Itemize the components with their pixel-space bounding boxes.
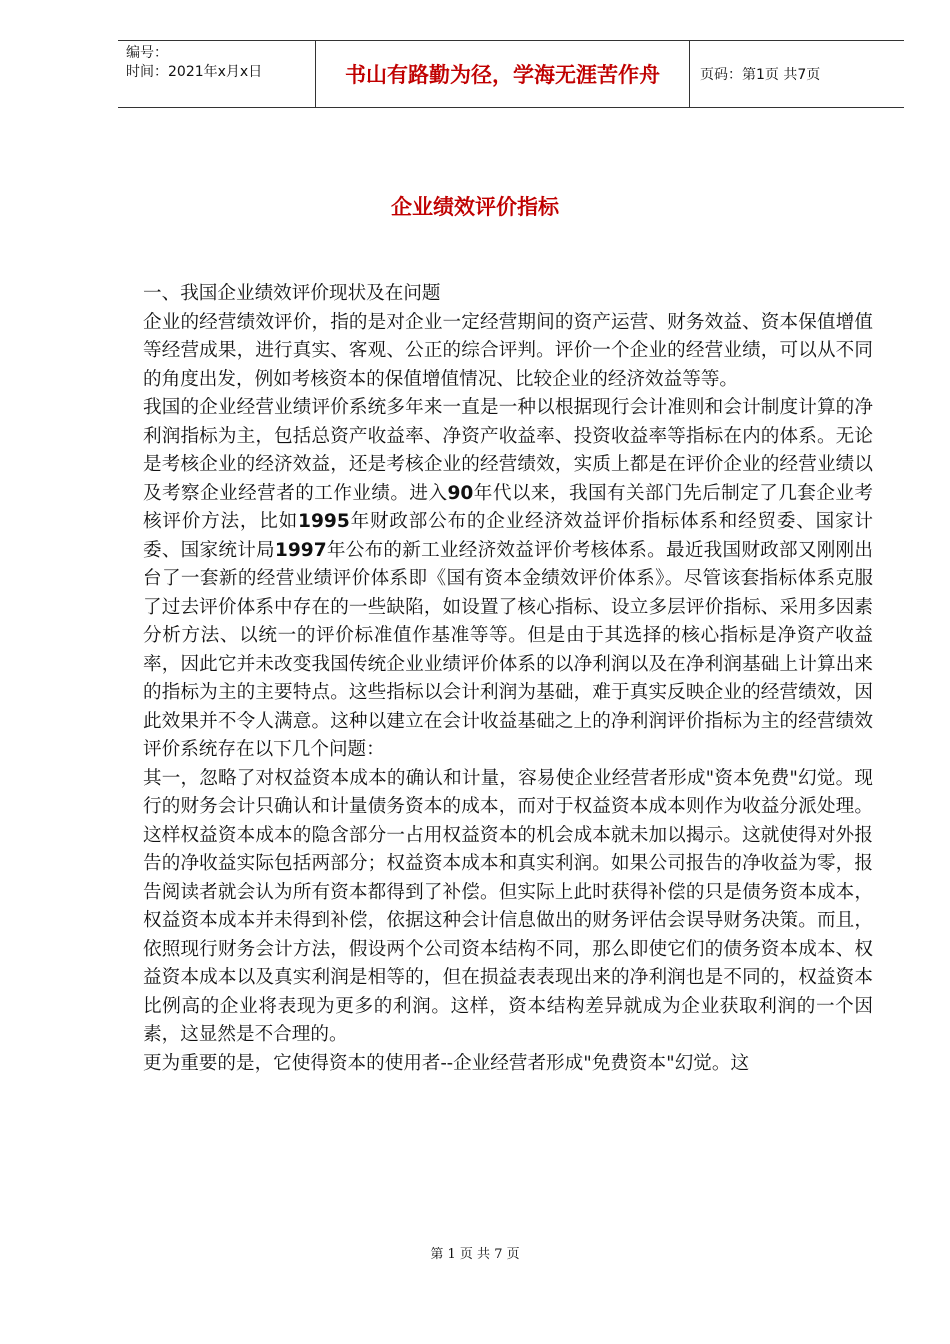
header-page-cell	[690, 41, 904, 107]
header-motto: 书山有路勤为径，学海无涯苦作舟	[345, 62, 660, 87]
doc-date: 时间：2021年x月x日	[126, 64, 263, 80]
paragraph-2-number-3: 1997	[274, 539, 327, 561]
paragraph-2-number-2: 1995	[298, 511, 350, 532]
page-footer: 第 1 页 共 7 页	[430, 1247, 520, 1262]
doc-number: 编号：	[126, 45, 168, 61]
paragraph-2	[143, 394, 873, 765]
paragraph-4: 更为重要的是，它使得资本的使用者--企业经营者形成"免费资本"幻觉。这	[143, 1052, 750, 1074]
paragraph-3: 其一，忽略了对权益资本成本的确认和计量，容易使企业经营者形成"资本免费"幻觉。现行的财务会计只确认和计量债务资本的成本，而对于权益资本成本则作为收益分派处理。这样权益资本成本的隐含部分一占用权益资本的机会成本就未加以揭示。这就使得对外报告的净收益实际包括两部分；权益资本成本和真实利润。如果公司报告的净收益为零，报告阅读者就会认为所有资本都得到了补偿。但实际上此时获得补偿的只是债务资本成本，权益资本成本并未得到补偿，依据这种会计信息做出的财务评估会误导财务决策。而且，依照现行财务会计方法，假设两个公司资本结构不同，那么即使它们的债务资本成本、权益资本成本以及真实利润是相等的，但在损益表表现出来的净利润也是不同的，权益资本比例高的企业将表现为更多的利润。这样，资本结构差异就成为企业获取利润的一个因素，这显然是不合理的。	[143, 767, 873, 1045]
paragraph-2-number-1: 90	[447, 482, 474, 504]
document-body	[143, 280, 873, 1078]
section-heading: 一、我国企业绩效评价现状及在问题	[143, 283, 441, 304]
paragraph-1: 企业的经营绩效评价，指的是对企业一定经营期间的资产运营、财务效益、资本保值增值等经营成果，进行真实、客观、公正的综合评判。评价一个企业的经营业绩，可以从不同的角度出发，例如考核资本的保值增值情况、比较企业的经济效益等等。	[143, 311, 873, 390]
paragraph-2-part-c: 年财政部公布的企业经济效益评价指标体系和经贸委、国家计委、国家统计局	[143, 511, 873, 561]
paragraph-2-part-a: 我国的企业经营业绩评价系统多年来一直是一种以根据现行会计准则和会计制度计算的净利润指标为主，包括总资产收益率、净资产收益率、投资收益率等指标在内的体系。无论是考核企业的经济效益，还是考核企业的经营绩效，实质上都是在评价企业的经营业绩以及考察企业经营者的工作业绩。进入	[143, 397, 873, 504]
header-page-info: 页码：第1页 共7页	[700, 67, 821, 83]
header-info-cell	[118, 41, 316, 107]
document-title: 企业绩效评价指标	[391, 194, 559, 219]
header-motto-cell	[316, 41, 690, 107]
page-header	[118, 40, 904, 108]
paragraph-2-part-b: 年代以来，我国有关部门先后制定了几套企业考核评价方法，比如	[143, 482, 873, 532]
paragraph-2-part-d: 年公布的新工业经济效益评价考核体系。最近我国财政部又刚刚出台了一套新的经营业绩评价体系即《国有资本金绩效评价体系》。尽管该套指标体系克服了过去评价体系中存在的一些缺陷，如设置了核心指标、设立多层评价指标、采用多因素分析方法、以统一的评价标准值作基准等等。但是由于其选择的核心指标是净资产收益率，因此它并未改变我国传统企业业绩评价体系的以净利润以及在净利润基础上计算出来的指标为主的主要特点。这些指标以会计利润为基础，难于真实反映企业的经营绩效，因此效果并不令人满意。这种以建立在会计收益基础之上的净利润评价指标为主的经营绩效评价系统存在以下几个问题：	[143, 539, 873, 760]
